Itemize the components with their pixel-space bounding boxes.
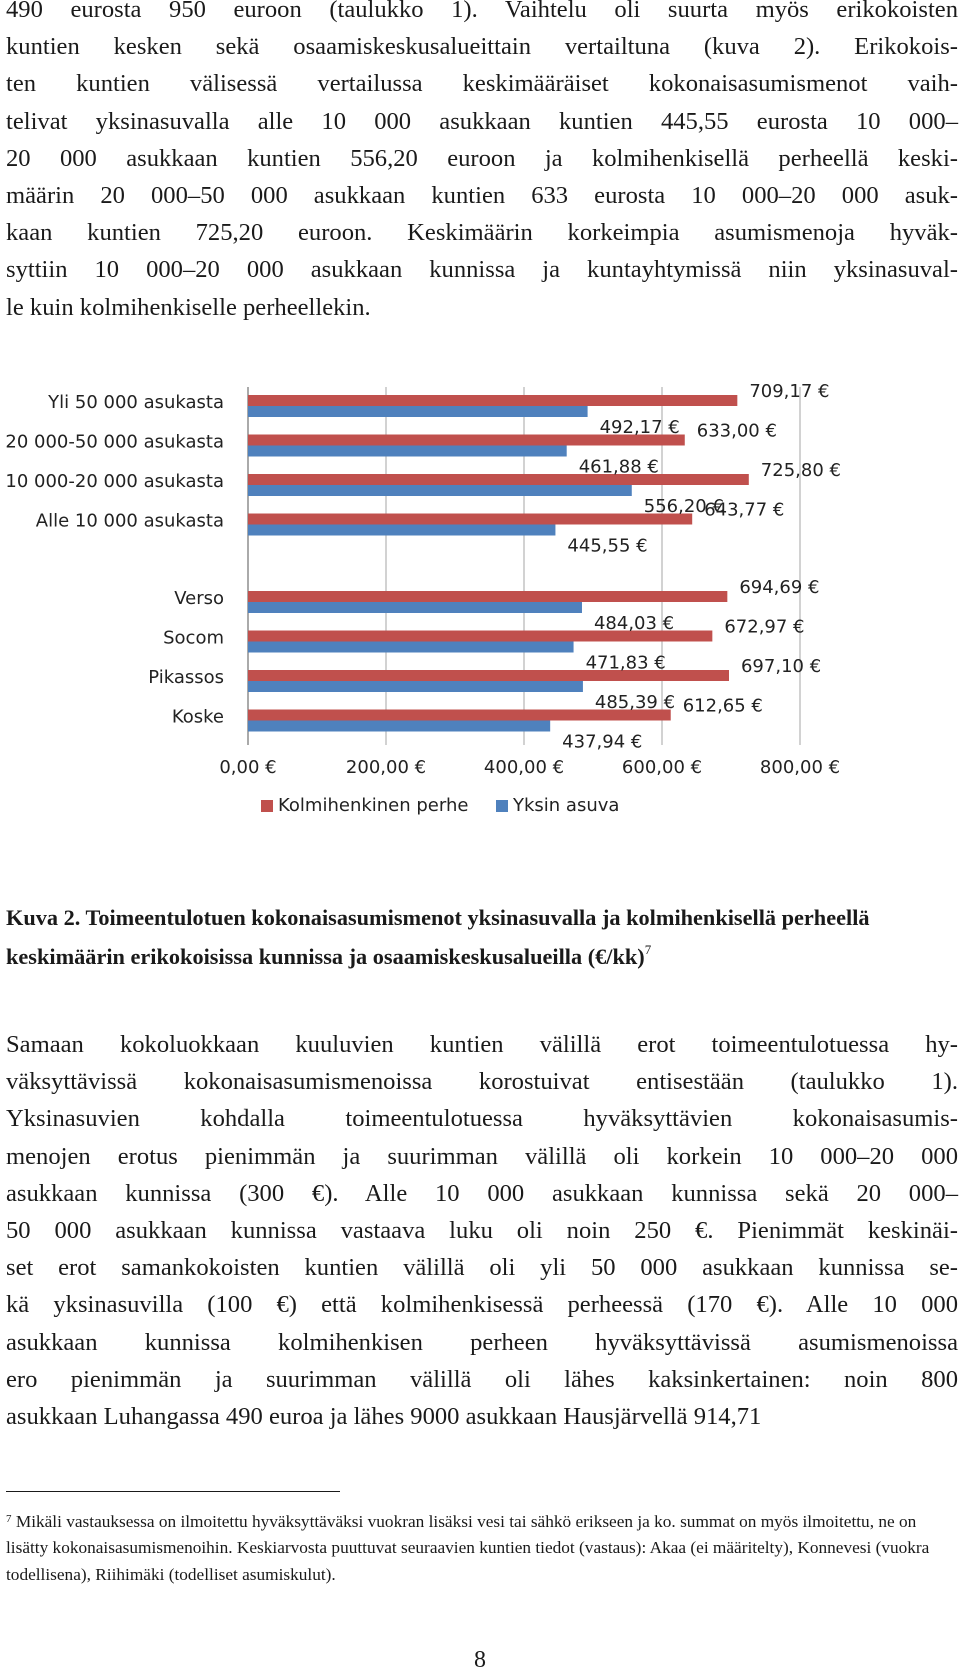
figure-caption bbox=[6, 902, 946, 973]
category-label: Koske bbox=[171, 706, 224, 728]
category-label: Pikassos bbox=[148, 667, 224, 688]
paragraph-line: 490 eurosta 950 euroon (taulukko 1). Vaihtelu oli suurta myös erikokoisten bbox=[6, 0, 958, 23]
paragraph-line: syttiin 10 000–20 000 asukkaan kunnissa ja kuntayhtymissä niin yksinasuval- bbox=[6, 256, 958, 284]
single-bar bbox=[248, 721, 550, 732]
single-bar bbox=[248, 446, 567, 457]
paragraph-line: asukkaan kunnissa (300 €). Alle 10 000 asukkaan kunnissa sekä 20 000– bbox=[6, 1179, 958, 1207]
data-label: 725,80 € bbox=[760, 460, 841, 481]
single-bar bbox=[248, 681, 583, 692]
single-bar bbox=[248, 642, 574, 653]
category-label: 10 000-20 000 asukasta bbox=[5, 471, 224, 492]
data-label: 697,10 € bbox=[740, 656, 822, 677]
paragraph-line: kä yksinasuvilla (100 €) että kolmihenkisessä perheessä (170 €). Alle 10 000 bbox=[6, 1291, 958, 1319]
footnote-text: Mikäli vastauksessa on ilmoitettu hyväksyttäväksi vuokran lisäksi vesi tai sähkö erikseen ja ko. summat on myös ilmoitettu, ne on lisätty kokonaisasumismenoihin. Keskiarvosta puuttuvat seuraavien kuntien tiedot (vastaus): Akaa (ei määritelty), Konnevesi (vuokra todellisena), Riihimäki (todelliset asumiskulut). bbox=[6, 1512, 930, 1584]
single-bar bbox=[248, 602, 582, 613]
legend bbox=[261, 795, 619, 816]
paragraph-line: asukkaan kunnissa kolmihenkisen perheen hyväksyttävissä asumismenoissa bbox=[6, 1328, 958, 1356]
single-bar bbox=[248, 406, 588, 417]
family-bar bbox=[248, 395, 737, 406]
body-paragraph bbox=[6, 1026, 958, 1435]
paragraph-line: määrin 20 000–50 000 asukkaan kuntien 633 eurosta 10 000–20 000 asuk- bbox=[6, 182, 958, 210]
paragraph-line: 20 000 asukkaan kuntien 556,20 euroon ja kolmihenkisellä perheellä keski- bbox=[6, 144, 958, 172]
data-label: 437,94 € bbox=[562, 731, 643, 753]
paragraph-line: ero pienimmän ja suurimman välillä oli lähes kaksinkertainen: noin 800 bbox=[6, 1365, 958, 1393]
paragraph-line: Samaan kokoluokkaan kuuluvien kuntien välillä erot toimeentulotuessa hy- bbox=[6, 1031, 958, 1058]
data-label: 694,69 € bbox=[739, 577, 820, 598]
x-tick-label: 400,00 € bbox=[483, 757, 565, 778]
data-label: 709,17 € bbox=[749, 381, 830, 402]
data-label: 672,97 € bbox=[724, 616, 805, 638]
category-label: Verso bbox=[174, 588, 224, 609]
x-tick-label: 200,00 € bbox=[345, 757, 427, 778]
paragraph-line: ten kuntien välisessä vertailussa keskimääräiset kokonaisasumismenot vaih- bbox=[6, 70, 958, 98]
bars bbox=[248, 395, 749, 732]
data-label: 492,17 € bbox=[599, 417, 680, 438]
family-bar bbox=[248, 474, 749, 485]
footnote bbox=[6, 1506, 956, 1588]
paragraph-line: 50 000 asukkaan kunnissa vastaava luku oli noin 250 €. Pienimmät keskinäi- bbox=[6, 1217, 958, 1245]
legend-label: Yksin asuva bbox=[513, 795, 620, 816]
paragraph-line: kuntien kesken sekä osaamiskeskusalueittain vertailtuna (kuva 2). Erikokois- bbox=[6, 33, 958, 61]
paragraph-line: telivat yksinasuvalla alle 10 000 asukkaan kuntien 445,55 eurosta 10 000– bbox=[6, 107, 958, 135]
caption-text: Kuva 2. Toimeentulotuen kokonaisasumismenot yksinasuvalla ja kolmihenkisellä perheellä keskimäärin erikokoisissa kunnissa ja osaamiskeskusalueilla (€/kk) bbox=[6, 905, 870, 969]
page-number: 8 bbox=[474, 1647, 486, 1673]
data-label: 471,83 € bbox=[585, 652, 666, 674]
legend-label: Kolmihenkinen perhe bbox=[278, 795, 469, 816]
paragraph-line: kaan kuntien 725,20 euroon. Keskimäärin korkeimpia asumismenoja hyväk- bbox=[6, 219, 958, 247]
single-bar bbox=[248, 525, 555, 536]
category-labels bbox=[5, 392, 224, 728]
data-label: 556,20 € bbox=[643, 496, 724, 517]
x-tick-label: 800,00 € bbox=[759, 757, 841, 778]
intro-paragraph bbox=[6, 0, 958, 326]
category-label: Yli 50 000 asukasta bbox=[48, 392, 224, 413]
category-label: Socom bbox=[163, 627, 224, 649]
caption-footnote-ref: 7 bbox=[644, 942, 652, 957]
category-label: Alle 10 000 asukasta bbox=[35, 510, 224, 532]
data-label: 643,77 € bbox=[704, 499, 785, 521]
paragraph-line: väksyttävissä kokonaisasumismenoissa korostuivat entisestään (taulukko 1). bbox=[6, 1068, 958, 1096]
x-axis-ticks bbox=[219, 757, 840, 778]
data-label: 445,55 € bbox=[567, 535, 648, 557]
data-label: 485,39 € bbox=[594, 692, 676, 713]
x-tick-label: 600,00 € bbox=[621, 757, 703, 778]
single-bar bbox=[248, 485, 632, 496]
data-label: 484,03 € bbox=[593, 613, 675, 634]
paragraph-line: Yksinasuvien kohdalla toimeentulotuessa hyväksyttävien kokonaisasumis- bbox=[6, 1105, 958, 1133]
legend-swatch-family bbox=[261, 800, 273, 812]
paragraph-line: menojen erotus pienimmän ja suurimman välillä oli korkein 10 000–20 000 bbox=[6, 1142, 958, 1170]
paragraph-line: le kuin kolmihenkiselle perheellekin. bbox=[6, 293, 371, 321]
paragraph-line: set erot samankokoisten kuntien välillä oli yli 50 000 asukkaan kunnissa se- bbox=[6, 1254, 958, 1282]
footnote-number: 7 bbox=[6, 1513, 12, 1525]
data-label: 612,65 € bbox=[682, 695, 763, 717]
x-tick-label: 0,00 € bbox=[219, 757, 277, 778]
data-labels bbox=[562, 381, 841, 753]
data-label: 461,88 € bbox=[578, 456, 659, 478]
category-label: 20 000-50 000 asukasta bbox=[5, 431, 224, 453]
legend-swatch-single bbox=[496, 800, 508, 812]
family-bar bbox=[248, 591, 727, 602]
family-bar bbox=[248, 514, 692, 525]
housing-costs-chart bbox=[0, 381, 960, 895]
footnote-divider bbox=[6, 1491, 340, 1492]
paragraph-line: asukkaan Luhangassa 490 euroa ja lähes 9000 asukkaan Hausjärvellä 914,71 bbox=[6, 1403, 762, 1431]
data-label: 633,00 € bbox=[696, 420, 777, 442]
